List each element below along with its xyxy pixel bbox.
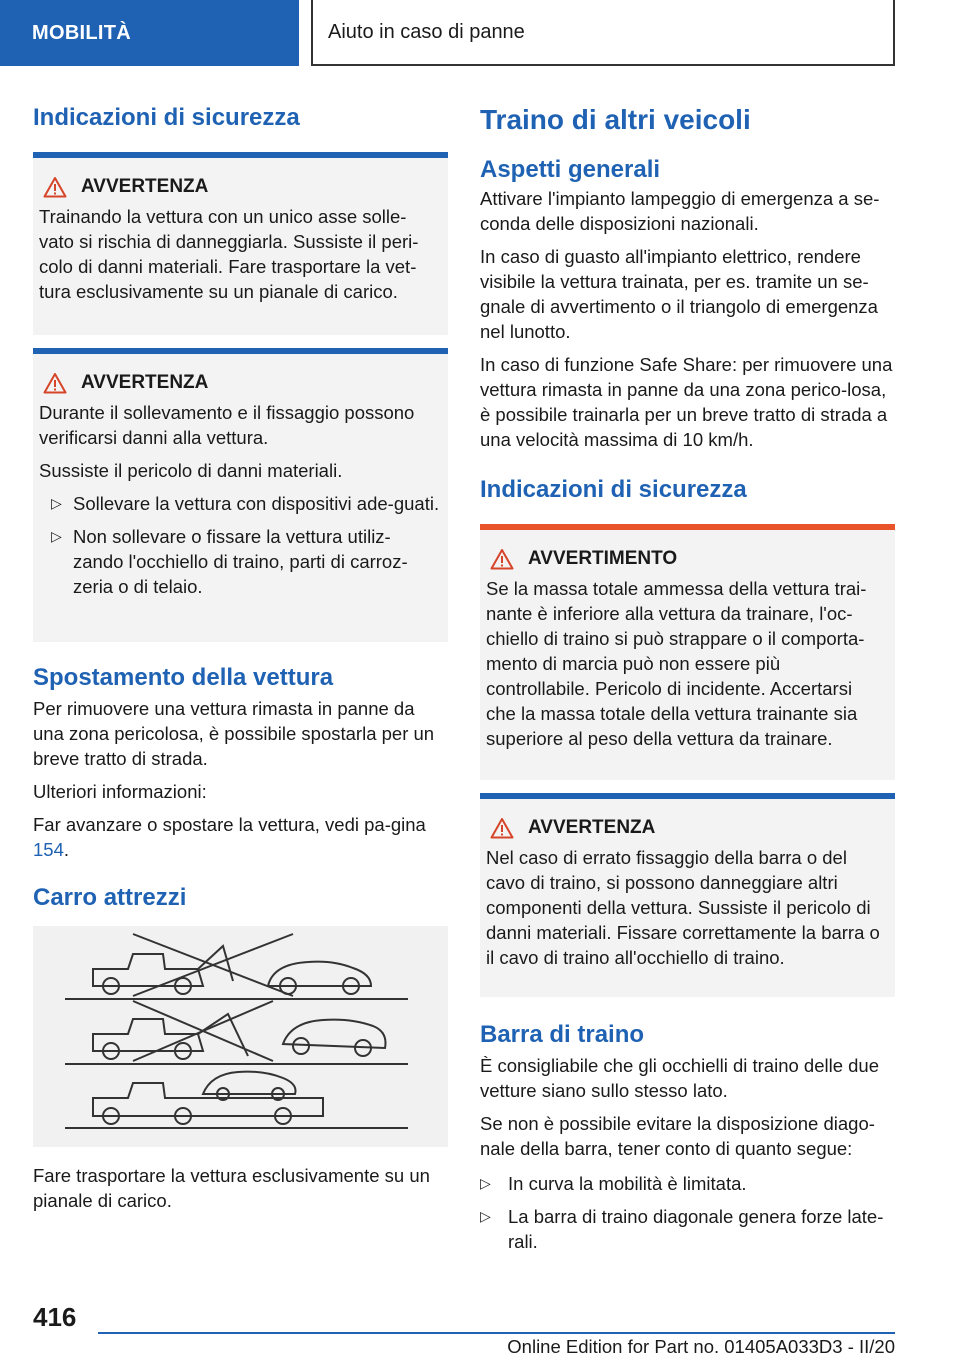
warning-title: AVVERTENZA: [486, 817, 887, 839]
tow-truck-illustration: [33, 926, 448, 1147]
warning-title: AVVERTIMENTO: [486, 548, 887, 570]
warning-text: Se la massa totale ammessa della vettura trai-nante è inferiore alla vettura da trainare, l'oc-chiello di traino si può strappare o il comporta-mento di marcia può non essere più controllabile. Pericolo di incidente. Accertarsi che la massa totale della vettura trainante sia superiore al peso della vettura da trainare.: [486, 578, 867, 749]
triangle-bullet-icon: ▷: [51, 495, 62, 511]
list-item: ▷ Sollevare la vettura con dispositivi ade-guati.: [39, 491, 440, 516]
tow-heading: Carro attrezzi: [33, 884, 187, 911]
warning-box-2: [33, 348, 448, 642]
warning-text: Sussiste il pericolo di danni materiali.: [39, 460, 343, 481]
page-number: 416: [33, 1302, 77, 1332]
general-heading: Aspetti generali: [480, 156, 661, 183]
warning-title: AVVERTENZA: [39, 372, 440, 394]
safety-heading-left: Indicazioni di sicurezza: [33, 104, 300, 131]
chapter-label: Aiuto in caso di panne: [328, 20, 525, 43]
header-section: [0, 0, 299, 66]
warning-box-3: [480, 524, 895, 780]
paragraph: In caso di funzione Safe Share: per rimuovere una vettura rimasta in panne da una zona perico-losa, è possibile trainarla per un breve tratto di strada a una velocità massima di 10 km/h.: [480, 354, 893, 450]
section-title: Traino di altri veicoli: [480, 104, 751, 135]
warning-box-4: [480, 793, 895, 997]
warning-triangle-icon: [43, 176, 67, 198]
tow-caption: Fare trasportare la vettura esclusivamente su un pianale di carico.: [33, 1165, 430, 1211]
footer-edition: Online Edition for Part no. 01405A033D3 - II/20: [507, 1336, 895, 1357]
warning-box-1: [33, 152, 448, 335]
right-column: [480, 96, 895, 1254]
paragraph: È consigliabile che gli occhielli di traino delle due vetture siano sullo stesso lato.: [480, 1055, 880, 1101]
list-item: ▷ La barra di traino diagonale genera forze late-rali.: [480, 1206, 884, 1252]
header-chapter: [311, 0, 895, 66]
paragraph: Ulteriori informazioni:: [33, 781, 207, 802]
warning-text: Trainando la vettura con un unico asse solle-vato si rischia di danneggiarla. Sussiste il peri-colo di danni materiali. Fare trasportare la vet-tura esclusivamente su un pianale di carico.: [39, 206, 419, 302]
tow-truck-drawing: [33, 926, 448, 1147]
warning-title: AVVERTENZA: [39, 176, 440, 198]
footer-divider: [98, 1332, 895, 1334]
warning-triangle-icon: [43, 372, 67, 394]
triangle-bullet-icon: ▷: [480, 1175, 491, 1191]
paragraph: In caso di guasto all'impianto elettrico, rendere visibile la vettura trainata, per es. tramite un se-gnale di avvertimento o il triangolo di emergenza nel lunotto.: [480, 246, 878, 342]
moving-heading: Spostamento della vettura: [33, 664, 334, 691]
triangle-bullet-icon: ▷: [51, 528, 62, 544]
warning-text: Nel caso di errato fissaggio della barra o del cavo di traino, si possono danneggiare altri componenti della vettura. Sussiste il pericolo di danni materiali. Fissare correttamente la barra o il cavo di traino all'occhiello di traino.: [486, 847, 880, 968]
warning-text: Durante il sollevamento e il fissaggio possono verificarsi danni alla vettura.: [39, 402, 415, 448]
list-item: ▷ Non sollevare o fissare la vettura utiliz-zando l'occhiello di traino, parti di carroz-zeria o di telaio.: [39, 524, 440, 599]
warning-triangle-icon: [490, 548, 514, 570]
page-link[interactable]: 154: [33, 839, 64, 860]
bar-heading: Barra di traino: [480, 1021, 645, 1048]
safety-heading-right: Indicazioni di sicurezza: [480, 476, 747, 503]
paragraph: Se non è possibile evitare la disposizione diago-nale della barra, tener conto di quanto segue:: [480, 1113, 875, 1159]
paragraph: Attivare l'impianto lampeggio di emergenza a se-conda delle disposizioni nazionali.: [480, 188, 880, 234]
paragraph: Far avanzare o spostare la vettura, vedi pa-gina 154.: [33, 814, 426, 860]
warning-triangle-icon: [490, 817, 514, 839]
triangle-bullet-icon: ▷: [480, 1208, 491, 1224]
section-label: MOBILITÀ: [32, 21, 132, 44]
paragraph: Per rimuovere una vettura rimasta in panne da una zona pericolosa, è possibile spostarla per un breve tratto di strada.: [33, 698, 435, 769]
left-column: [33, 96, 448, 1213]
list-item: ▷ In curva la mobilità è limitata.: [480, 1173, 747, 1194]
